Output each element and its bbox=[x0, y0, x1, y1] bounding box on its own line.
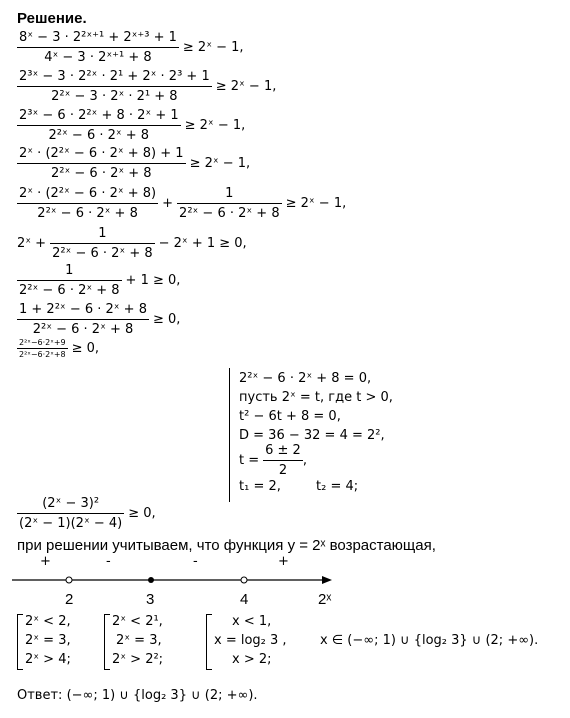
step-7-numerator: 1 bbox=[65, 263, 74, 278]
side-line-6b: t₂ = 4; bbox=[316, 479, 359, 494]
step-9-numerator: 2²ˣ−6·2ˣ+9 bbox=[19, 338, 66, 347]
system-1-line-2: 2ˣ = 3, bbox=[25, 633, 71, 648]
step-6 bbox=[17, 226, 247, 261]
side-bracket bbox=[229, 368, 230, 502]
step-2-rhs: ≥ 2ˣ − 1, bbox=[215, 79, 277, 94]
sign-1: + bbox=[40, 554, 51, 569]
step-8-numerator: 1 + 2²ˣ − 6 · 2ˣ + 8 bbox=[19, 302, 147, 317]
step-5 bbox=[17, 186, 346, 221]
step-10-numerator: (2ˣ − 3)² bbox=[42, 496, 100, 511]
step-2 bbox=[17, 69, 276, 104]
step-3 bbox=[17, 108, 245, 143]
solution-heading: Решение. bbox=[17, 10, 87, 27]
system-result: x ∈ (−∞; 1) ∪ {log₂ 3} ∪ (2; +∞). bbox=[320, 633, 539, 648]
sign-4: + bbox=[278, 554, 289, 569]
step-3-rhs: ≥ 2ˣ − 1, bbox=[184, 118, 246, 133]
step-5-plus: + bbox=[162, 196, 174, 211]
system-1-line-1: 2ˣ < 2, bbox=[25, 614, 71, 629]
step-10 bbox=[17, 496, 156, 531]
note-text: при решении учитываем, что функция y = 2ˣ возрастающая, bbox=[17, 537, 436, 554]
step-8-rhs: ≥ 0, bbox=[152, 312, 181, 327]
point-4-open bbox=[241, 577, 247, 583]
step-10-rhs: ≥ 0, bbox=[128, 506, 156, 521]
step-5-denominator-2: 2²ˣ − 6 · 2ˣ + 8 bbox=[177, 203, 282, 221]
step-8-denominator: 2²ˣ − 6 · 2ˣ + 8 bbox=[17, 319, 149, 337]
step-4-rhs: ≥ 2ˣ − 1, bbox=[189, 156, 251, 171]
point-label-4: 4 bbox=[240, 591, 249, 608]
system-3-line-3: x > 2; bbox=[232, 652, 272, 667]
axis-label: 2ˣ bbox=[318, 591, 332, 608]
step-5-denominator-1: 2²ˣ − 6 · 2ˣ + 8 bbox=[17, 203, 158, 221]
side-line-2: пусть 2ˣ = t, где t > 0, bbox=[239, 390, 393, 405]
point-2-open bbox=[66, 577, 72, 583]
step-1-denominator: 4ˣ − 3 · 2ˣ⁺¹ + 8 bbox=[17, 47, 179, 65]
answer-value: (−∞; 1) ∪ {log₂ 3} ∪ (2; +∞). bbox=[66, 688, 258, 703]
system-2-line-3: 2ˣ > 2²; bbox=[112, 652, 164, 667]
system-3-bracket bbox=[206, 614, 212, 670]
side-line-5-lhs: t = bbox=[239, 453, 260, 468]
answer-label: Ответ: bbox=[17, 688, 63, 703]
step-5-rhs: ≥ 2ˣ − 1, bbox=[285, 196, 347, 211]
step-7 bbox=[17, 263, 180, 298]
system-2-line-1: 2ˣ < 2¹, bbox=[112, 614, 163, 629]
step-3-denominator: 2²ˣ − 6 · 2ˣ + 8 bbox=[17, 125, 181, 143]
step-9-denominator: 2²ˣ−6·2ˣ+8 bbox=[19, 350, 66, 359]
step-6-denominator: 2²ˣ − 6 · 2ˣ + 8 bbox=[50, 243, 155, 261]
step-4-numerator: 2ˣ · (2²ˣ − 6 · 2ˣ + 8) + 1 bbox=[19, 146, 184, 161]
step-6-numerator: 1 bbox=[98, 226, 107, 241]
step-7-rhs: + 1 ≥ 0, bbox=[125, 273, 181, 288]
step-4-denominator: 2²ˣ − 6 · 2ˣ + 8 bbox=[17, 163, 186, 181]
step-9 bbox=[17, 338, 99, 359]
system-3-line-1: x < 1, bbox=[232, 614, 272, 629]
side-line-5 bbox=[239, 443, 307, 478]
system-1-line-3: 2ˣ > 4; bbox=[25, 652, 71, 667]
point-3-filled bbox=[148, 577, 154, 583]
step-8 bbox=[17, 302, 180, 337]
side-line-6a: t₁ = 2, bbox=[239, 479, 281, 494]
system-1-bracket bbox=[17, 614, 23, 670]
step-10-denominator: (2ˣ − 1)(2ˣ − 4) bbox=[17, 513, 124, 531]
sign-3: - bbox=[193, 554, 198, 569]
step-6-lhs: 2ˣ + bbox=[17, 236, 47, 251]
step-3-numerator: 2³ˣ − 6 · 2²ˣ + 8 · 2ˣ + 1 bbox=[19, 108, 179, 123]
side-line-1: 2²ˣ − 6 · 2ˣ + 8 = 0, bbox=[239, 371, 372, 386]
system-3-line-2: x = log₂ 3 , bbox=[214, 633, 287, 648]
step-1-rhs: ≥ 2ˣ − 1, bbox=[182, 40, 244, 55]
side-line-4: D = 36 − 32 = 4 = 2², bbox=[239, 428, 385, 443]
step-2-denominator: 2²ˣ − 3 · 2ˣ · 2¹ + 8 bbox=[17, 86, 212, 104]
number-line-arrow bbox=[322, 576, 332, 584]
step-7-denominator: 2²ˣ − 6 · 2ˣ + 8 bbox=[17, 280, 122, 298]
side-line-5-denominator: 2 bbox=[263, 460, 303, 478]
side-line-3: t² − 6t + 8 = 0, bbox=[239, 409, 341, 424]
step-5-numerator-2: 1 bbox=[225, 186, 234, 201]
point-label-2: 2 bbox=[65, 591, 74, 608]
step-2-numerator: 2³ˣ − 3 · 2²ˣ · 2¹ + 2ˣ · 2³ + 1 bbox=[19, 69, 210, 84]
step-6-rhs: − 2ˣ + 1 ≥ 0, bbox=[158, 236, 247, 251]
system-2-bracket bbox=[104, 614, 110, 670]
side-line-5-end: , bbox=[302, 453, 307, 468]
step-5-numerator-1: 2ˣ · (2²ˣ − 6 · 2ˣ + 8) bbox=[19, 186, 157, 201]
system-2-line-2: 2ˣ = 3, bbox=[116, 633, 162, 648]
side-line-5-numerator: 6 ± 2 bbox=[265, 443, 301, 458]
step-4 bbox=[17, 146, 250, 181]
answer-line bbox=[17, 689, 258, 702]
step-9-rhs: ≥ 0, bbox=[71, 341, 100, 356]
step-1 bbox=[17, 30, 244, 65]
step-1-numerator: 8ˣ − 3 · 2²ˣ⁺¹ + 2ˣ⁺³ + 1 bbox=[19, 30, 177, 45]
point-label-3: 3 bbox=[146, 591, 155, 608]
sign-2: - bbox=[106, 554, 111, 569]
